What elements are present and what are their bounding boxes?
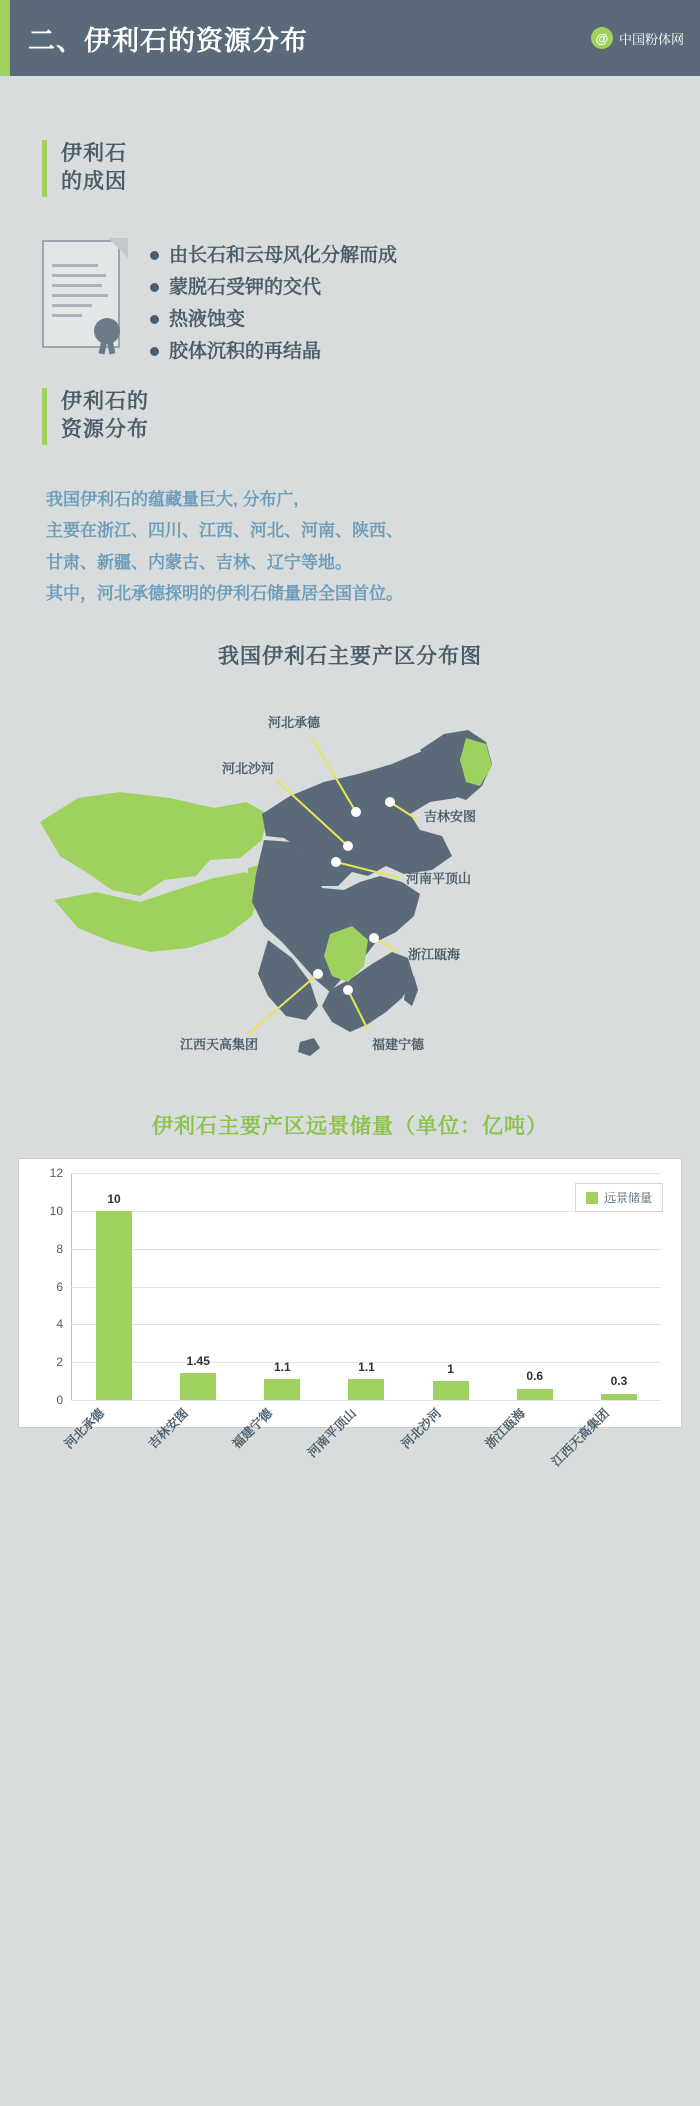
y-tick-label: 6	[56, 1279, 63, 1294]
y-tick-label: 0	[56, 1393, 63, 1407]
legend-label: 远景储量	[603, 1191, 652, 1205]
cause-heading-line2: 的成因	[61, 170, 127, 194]
paragraph-line: 我国伊利石的蕴藏量巨大, 分布广,	[46, 490, 299, 509]
chart-title: 伊利石主要产区远景储量（单位：亿吨）	[152, 1115, 548, 1138]
x-label-slot	[390, 1400, 474, 1470]
at-icon: @	[591, 27, 613, 49]
page-header	[0, 0, 700, 76]
bar-value-label: 10	[107, 1192, 121, 1206]
document-seal-icon	[38, 240, 126, 352]
list-item	[150, 246, 397, 265]
map-dot-shahe	[343, 841, 353, 851]
x-tick-label: 江西天高集团	[548, 1406, 612, 1470]
document-text-line	[52, 274, 106, 277]
table-row	[433, 1381, 469, 1400]
map-label-chengde: 河北承德	[268, 715, 321, 730]
bar-slot	[324, 1173, 408, 1400]
x-label-slot	[221, 1400, 305, 1470]
bullet-icon	[150, 251, 159, 260]
legend-swatch-icon	[586, 1192, 598, 1204]
y-tick-label: 12	[49, 1166, 63, 1180]
table-row	[517, 1389, 553, 1400]
map-label-shahe: 河北沙河	[222, 761, 275, 776]
bar-value-label: 1	[447, 1362, 454, 1376]
map-dot-antu	[385, 797, 395, 807]
bullet-icon	[150, 347, 159, 356]
map-title: 我国伊利石主要产区分布图	[218, 645, 482, 668]
distribution-heading-line1: 伊利石的	[61, 390, 149, 413]
map-dot-chengde	[351, 807, 361, 817]
table-row	[180, 1373, 216, 1400]
map-label-ningde: 福建宁德	[372, 1037, 425, 1052]
y-tick-label: 8	[56, 1241, 63, 1256]
china-map	[0, 690, 700, 1080]
bar-slot	[409, 1173, 493, 1400]
bullet-icon	[150, 283, 159, 292]
map-region-slate	[252, 730, 492, 1056]
bar-value-label: 1.45	[186, 1354, 210, 1368]
list-item-label: 胶体沉积的再结晶	[169, 341, 322, 362]
x-tick-label: 吉林安图	[145, 1406, 192, 1452]
bar-slot	[156, 1173, 240, 1400]
x-label-slot	[474, 1400, 558, 1470]
document-text-line	[52, 304, 92, 307]
table-row	[348, 1379, 384, 1400]
brand-name: 中国粉体网	[618, 31, 684, 47]
seal-icon	[94, 318, 120, 344]
cause-list	[150, 240, 397, 374]
chart-x-labels	[53, 1400, 642, 1470]
cause-heading-line1: 伊利石	[61, 142, 127, 165]
bar-value-label: 0.6	[526, 1369, 544, 1383]
distribution-paragraph	[46, 484, 646, 610]
chart-plot-area	[49, 1166, 661, 1407]
bar-slot	[493, 1173, 577, 1400]
distribution-heading-line2: 资源分布	[61, 418, 149, 442]
map-label-pingdingshan: 河南平顶山	[406, 871, 472, 886]
bar-slot	[240, 1173, 324, 1400]
brand-logo	[591, 27, 684, 49]
paragraph-line: 主要在浙江、四川、江西、河北、河南、陕西、	[46, 521, 403, 541]
list-item-label: 蒙脱石受钾的交代	[169, 277, 322, 298]
table-row	[96, 1211, 132, 1400]
x-tick-label: 福建宁德	[230, 1406, 276, 1452]
bar-series	[72, 1173, 661, 1400]
bar-value-label: 0.3	[610, 1374, 628, 1388]
x-label-slot	[53, 1400, 137, 1470]
x-label-slot	[548, 1400, 642, 1470]
map-dot-tiangao	[313, 969, 323, 979]
x-tick-label: 河北承德	[61, 1406, 108, 1452]
map-label-tiangao: 江西天高集团	[180, 1037, 259, 1052]
list-item-label: 由长石和云母风化分解而成	[169, 245, 398, 266]
bullet-icon	[150, 315, 159, 324]
bar-chart	[18, 1158, 682, 1428]
map-label-ouhai: 浙江瓯海	[408, 947, 461, 962]
document-text-line	[52, 284, 102, 287]
x-label-slot	[137, 1400, 221, 1470]
paragraph-line: 其中，河北承德探明的伊利石储量居全国首位。	[46, 584, 403, 604]
list-item	[150, 342, 397, 361]
table-row	[264, 1379, 300, 1400]
document-text-line	[52, 264, 98, 267]
chart-legend	[575, 1183, 663, 1212]
document-text-line	[52, 314, 82, 317]
header-accent-bar	[0, 0, 10, 76]
y-tick-label: 4	[56, 1317, 63, 1332]
bar-value-label: 1.1	[274, 1360, 291, 1374]
paragraph-line: 甘肃、新疆、内蒙古、吉林、辽宁等地。	[46, 552, 352, 572]
x-tick-label: 浙江瓯海	[482, 1406, 528, 1452]
bar-value-label: 1.1	[358, 1360, 375, 1374]
bar-slot	[72, 1173, 156, 1400]
map-dot-ouhai	[369, 933, 379, 943]
cause-content	[38, 240, 658, 374]
x-tick-label: 河南平顶山	[305, 1406, 360, 1461]
document-text-line	[52, 294, 108, 297]
map-dot-pingdingshan	[331, 857, 341, 867]
china-map-svg	[0, 690, 700, 1080]
page-title: 二、伊利石的资源分布	[28, 25, 308, 56]
x-label-slot	[305, 1400, 389, 1470]
document-fold-corner	[108, 238, 128, 258]
list-item-label: 热液蚀变	[169, 309, 246, 330]
x-tick-label: 河北沙河	[398, 1406, 444, 1452]
y-tick-label: 2	[56, 1355, 63, 1370]
map-dot-ningde	[343, 985, 353, 995]
list-item	[150, 310, 397, 329]
map-label-antu: 吉林安图	[424, 809, 477, 824]
list-item	[150, 278, 397, 297]
y-tick-label: 10	[49, 1203, 63, 1218]
cause-section-heading	[42, 140, 127, 197]
distribution-section-heading	[42, 388, 149, 445]
